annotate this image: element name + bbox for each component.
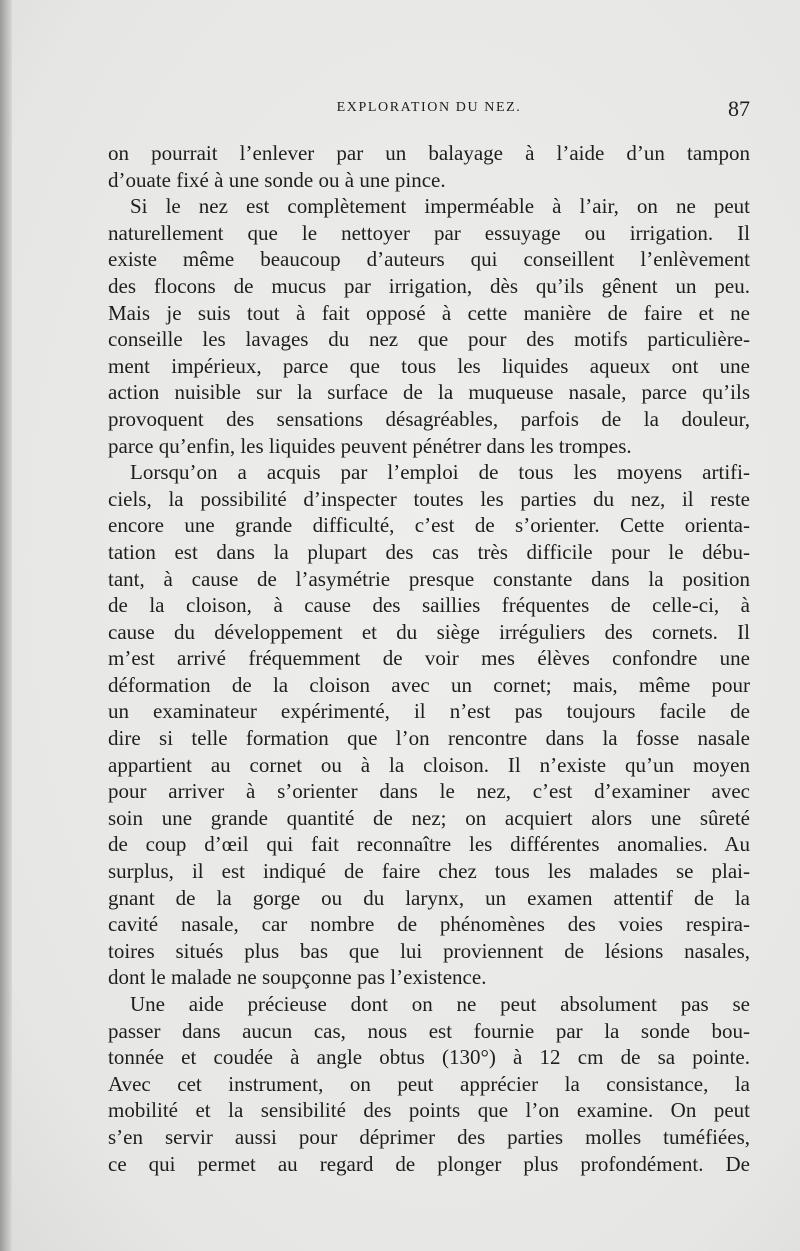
text-line: déformation de la cloison avec un cornet; mais, même pour [108, 672, 750, 697]
paragraph [108, 193, 750, 459]
text-line: ce qui permet au regard de plonger plus profondément. De [108, 1151, 750, 1176]
text-line: Avec cet instrument, on peut apprécier la consistance, la [108, 1071, 750, 1096]
page-edge-shadow [0, 0, 12, 1251]
text-line: cavité nasale, car nombre de phénomènes des voies respira- [108, 912, 750, 937]
text-line: on pourrait l’enlever par un balayage à l’aide d’un tampon [108, 141, 750, 165]
page-number: 87 [728, 96, 750, 121]
text-line: Mais je suis tout à fait opposé à cette manière de faire et ne [108, 300, 750, 325]
paragraph [108, 140, 750, 193]
running-title: EXPLORATION DU NEZ. [336, 100, 522, 115]
body-text [108, 140, 750, 1177]
text-line: conseille les lavages du nez que pour des motifs particulière- [108, 327, 750, 352]
paragraph [108, 459, 750, 991]
text-line: parce qu’enfin, les liquides peuvent pénétrer dans les trompes. [108, 433, 632, 458]
text-line: appartient au cornet ou à la cloison. Il n’existe qu’un moyen [108, 752, 750, 777]
text-line: passer dans aucun cas, nous est fournie par la sonde bou- [108, 1018, 750, 1043]
page-header [108, 96, 750, 124]
text-line: existe même beaucoup d’auteurs qui conseillent l’enlèvement [108, 247, 750, 272]
text-line: des flocons de mucus par irrigation, dès qu’ils gênent un peu. [108, 273, 750, 298]
text-line: cause du développement et du siège irréguliers des cornets. Il [108, 619, 750, 644]
text-line: tation est dans la plupart des cas très difficile pour le débu- [108, 539, 750, 564]
text-line: d’ouate fixé à une sonde ou à une pince. [108, 167, 446, 192]
text-line: Lorsqu’on a acquis par l’emploi de tous les moyens artifi- [130, 460, 750, 485]
text-line: de coup d’œil qui fait reconnaître les différentes anomalies. Au [108, 832, 750, 857]
text-line: dire si telle formation que l’on rencontre dans la fosse nasale [108, 726, 750, 751]
text-line: surplus, il est indiqué de faire chez tous les malades se plai- [108, 859, 750, 884]
text-line: soin une grande quantité de nez; on acquiert alors une sûreté [108, 805, 750, 830]
text-line: provoquent des sensations désagréables, parfois de la douleur, [108, 406, 750, 431]
text-line: de la cloison, à cause des saillies fréquentes de celle-ci, à [108, 593, 750, 618]
text-line: Si le nez est complètement imperméable à l’air, on ne peut [130, 194, 750, 219]
text-line: m’est arrivé fréquemment de voir mes élèves confondre une [108, 646, 750, 671]
text-line: toires situés plus bas que lui proviennent de lésions nasales, [108, 938, 750, 963]
text-line: pour arriver à s’orienter dans le nez, c’est d’examiner avec [108, 779, 750, 804]
paragraph [108, 991, 750, 1177]
text-line: dont le malade ne soupçonne pas l’existence. [108, 965, 487, 990]
text-line: ciels, la possibilité d’inspecter toutes les parties du nez, il reste [108, 486, 750, 511]
text-line: s’en servir aussi pour déprimer des parties molles tuméfiées, [108, 1124, 750, 1149]
text-line: tant, à cause de l’asymétrie presque constante dans la position [108, 566, 750, 591]
text-line: naturellement que le nettoyer par essuyage ou irrigation. Il [108, 220, 750, 245]
text-line: encore une grande difficulté, c’est de s’orienter. Cette orienta- [108, 513, 750, 538]
text-line: un examinateur expérimenté, il n’est pas toujours facile de [108, 699, 750, 724]
text-line: gnant de la gorge ou du larynx, un examen attentif de la [108, 885, 750, 910]
text-line: tonnée et coudée à angle obtus (130°) à 12 cm de sa pointe. [108, 1045, 750, 1070]
text-line: action nuisible sur la surface de la muqueuse nasale, parce qu’ils [108, 380, 750, 405]
text-line: ment impérieux, parce que tous les liquides aqueux ont une [108, 353, 750, 378]
text-line: Une aide précieuse dont on ne peut absolument pas se [130, 992, 750, 1016]
text-line: mobilité et la sensibilité des points que l’on examine. On peut [108, 1098, 750, 1123]
